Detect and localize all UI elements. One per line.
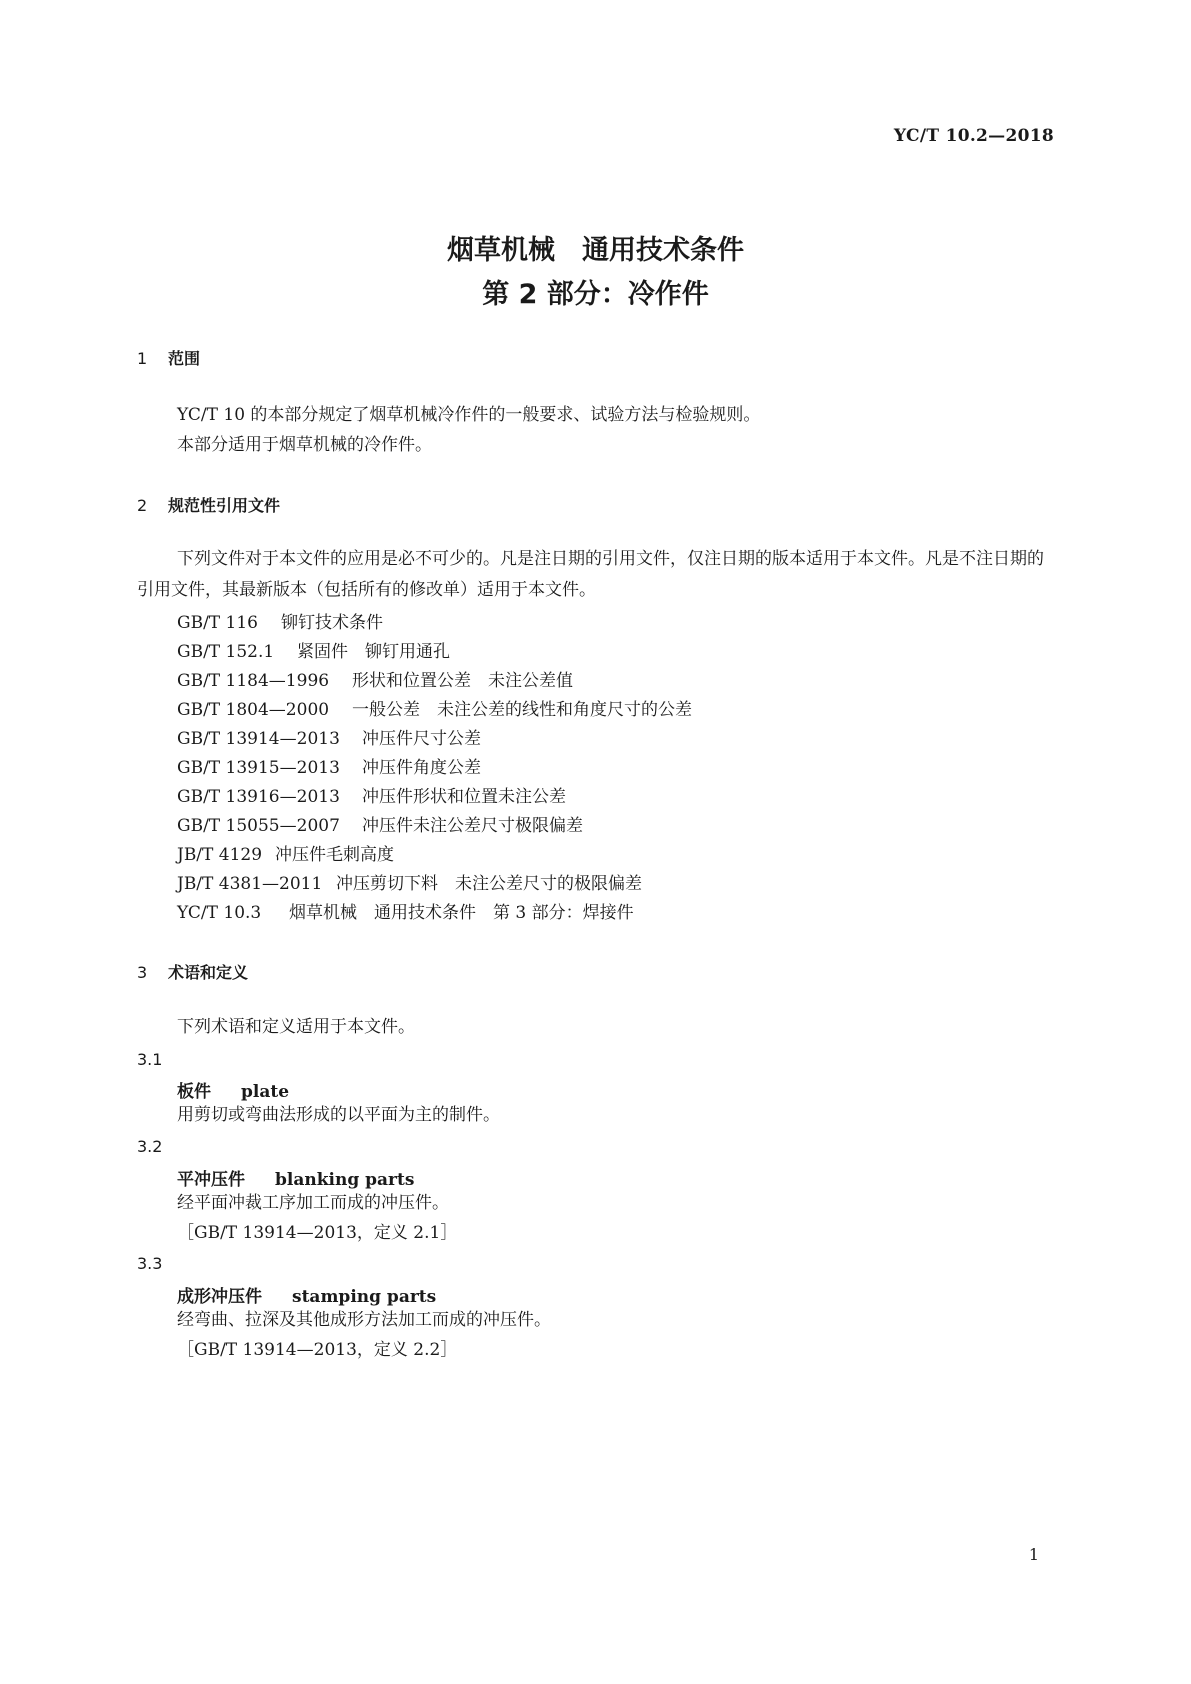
term-name (177, 1282, 436, 1307)
reference-code: GB/T 1804—2000 (177, 700, 330, 720)
reference-title: 铆钉技术条件 (281, 613, 383, 633)
scope-paragraph-1: YC/T 10 的本部分规定了烟草机械冷作件的一般要求、试验方法与检验规则。 (177, 405, 761, 425)
section-title: 范围 (168, 349, 201, 368)
terms-intro: 下列术语和定义适用于本文件。 (177, 1017, 415, 1037)
section-number: 1 (137, 349, 148, 368)
term-source: ［GB/T 13914—2013，定义 2.1］ (177, 1223, 458, 1243)
reference-title: 冲压件未注公差尺寸极限偏差 (362, 816, 583, 836)
reference-item (177, 782, 566, 807)
section-number: 2 (137, 496, 148, 515)
term-definition: 经平面冲裁工序加工而成的冲压件。 (177, 1193, 449, 1213)
reference-code: GB/T 13916—2013 (177, 787, 340, 807)
reference-item (177, 811, 583, 836)
reference-item (177, 898, 634, 923)
reference-code: JB/T 4381—2011 (177, 874, 323, 894)
term-definition: 经弯曲、拉深及其他成形方法加工而成的冲压件。 (177, 1310, 551, 1330)
reference-title: 形状和位置公差 未注公差值 (352, 671, 573, 691)
reference-title: 冲压剪切下料 未注公差尺寸的极限偏差 (336, 874, 642, 894)
reference-code: JB/T 4129 (177, 845, 263, 865)
term-definition: 用剪切或弯曲法形成的以平面为主的制件。 (177, 1105, 500, 1125)
document-title: 烟草机械 通用技术条件 (447, 235, 744, 266)
term-name-zh: 平冲压件 (177, 1170, 245, 1190)
document-subtitle: 第 2 部分：冷作件 (482, 279, 709, 310)
section-title: 术语和定义 (168, 963, 249, 982)
reference-code: GB/T 116 (177, 613, 258, 633)
section-title: 规范性引用文件 (168, 496, 281, 515)
standard-code: YC/T 10.2—2018 (893, 126, 1054, 146)
reference-item (177, 666, 573, 691)
reference-code: YC/T 10.3 (177, 903, 262, 923)
reference-title: 紧固件 铆钉用通孔 (297, 642, 450, 662)
scope-paragraph-2: 本部分适用于烟草机械的冷作件。 (177, 435, 432, 455)
reference-title: 冲压件角度公差 (362, 758, 481, 778)
term-name-zh: 成形冲压件 (177, 1287, 262, 1307)
reference-code: GB/T 152.1 (177, 642, 275, 662)
term-name-en: blanking parts (275, 1170, 415, 1190)
reference-item (177, 840, 394, 865)
reference-item (177, 695, 692, 720)
term-number: 3.1 (137, 1050, 163, 1069)
reference-title: 烟草机械 通用技术条件 第 3 部分：焊接件 (289, 903, 634, 923)
reference-code: GB/T 13914—2013 (177, 729, 340, 749)
reference-item (177, 869, 642, 894)
reference-item (177, 637, 450, 662)
reference-code: GB/T 15055—2007 (177, 816, 340, 836)
term-name-en: stamping parts (292, 1287, 437, 1307)
section-2-heading (137, 493, 280, 516)
term-name-en: plate (241, 1082, 290, 1102)
term-number: 3.2 (137, 1137, 163, 1156)
section-3-heading (137, 960, 248, 983)
reference-code: GB/T 1184—1996 (177, 671, 330, 691)
term-name-zh: 板件 (177, 1082, 211, 1102)
reference-code: GB/T 13915—2013 (177, 758, 340, 778)
section-number: 3 (137, 963, 148, 982)
reference-item (177, 608, 383, 633)
reference-title: 一般公差 未注公差的线性和角度尺寸的公差 (352, 700, 692, 720)
term-source: ［GB/T 13914—2013，定义 2.2］ (177, 1340, 458, 1360)
term-name (177, 1077, 289, 1102)
reference-title: 冲压件尺寸公差 (362, 729, 481, 749)
reference-title: 冲压件形状和位置未注公差 (362, 787, 566, 807)
reference-title: 冲压件毛刺高度 (275, 845, 394, 865)
term-number: 3.3 (137, 1254, 163, 1273)
reference-item (177, 724, 481, 749)
references-intro: 下列文件对于本文件的应用是必不可少的。凡是注日期的引用文件，仅注日期的版本适用于本文件。凡是不注日期的引用文件，其最新版本（包括所有的修改单）适用于本文件。 (137, 549, 1044, 600)
section-1-heading (137, 346, 200, 369)
reference-item (177, 753, 481, 778)
page-number: 1 (1028, 1545, 1039, 1564)
term-name (177, 1165, 414, 1190)
